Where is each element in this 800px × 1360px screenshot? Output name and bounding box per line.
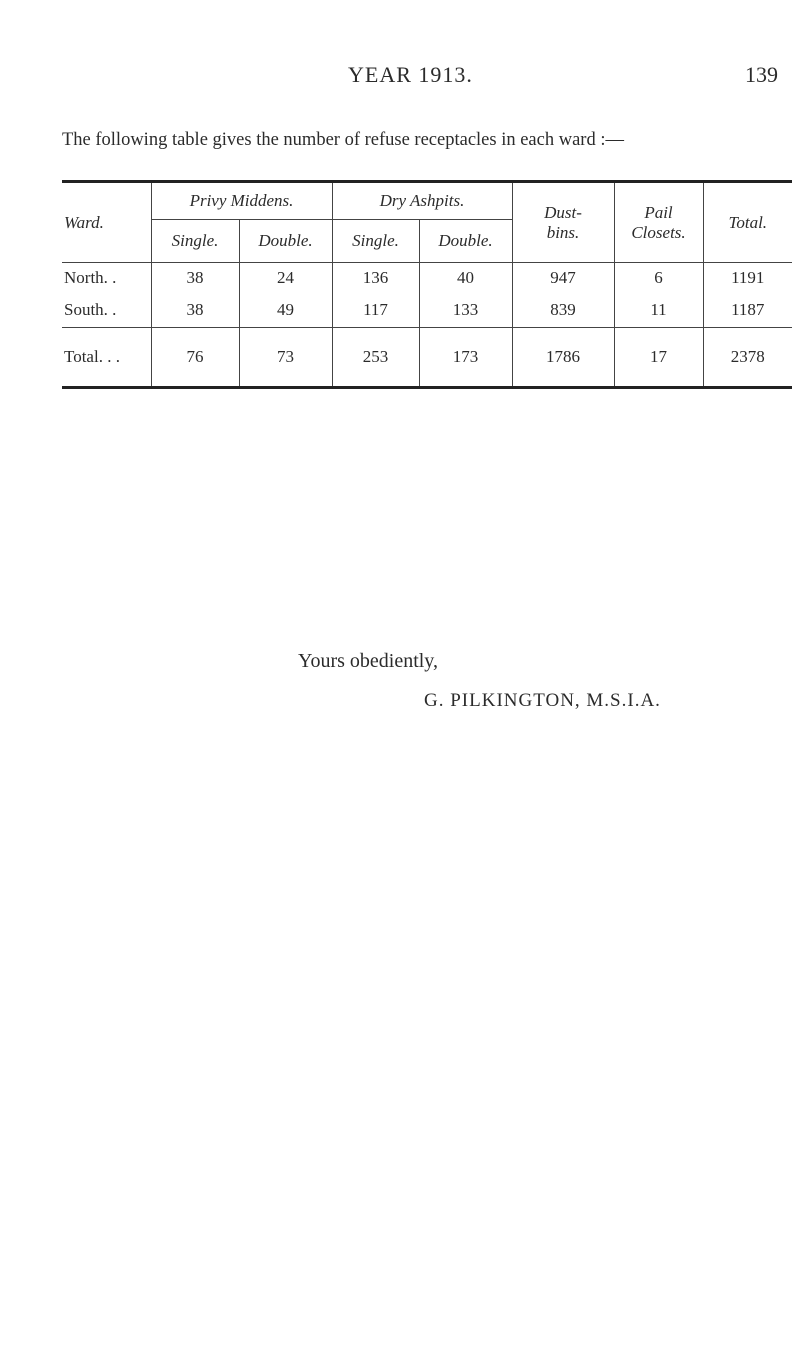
ashpit-double-cell: 173: [419, 328, 512, 388]
privy-single-cell: 38: [151, 263, 239, 294]
total-cell: 1187: [703, 293, 792, 328]
refuse-receptacles-table: [62, 180, 792, 389]
privy-double-cell: 73: [239, 328, 332, 388]
signature: G. PILKINGTON, M.S.I.A.: [424, 690, 661, 711]
ashpit-single-cell: 117: [332, 293, 419, 328]
privy-single-cell: 38: [151, 293, 239, 328]
subheader-privy-double: Double.: [239, 220, 332, 263]
table-total-row: [62, 328, 792, 388]
pail-closets-cell: 17: [614, 328, 703, 388]
subheader-ashpit-double: Double.: [419, 220, 512, 263]
page-number: 139: [745, 62, 778, 87]
pail-closets-cell: 6: [614, 263, 703, 294]
privy-double-cell: 49: [239, 293, 332, 328]
privy-double-cell: 24: [239, 263, 332, 294]
closing-line: Yours obediently,: [298, 650, 439, 672]
privy-single-cell: 76: [151, 328, 239, 388]
ward-cell: South. .: [64, 300, 117, 319]
column-header-privy-middens: Privy Middens.: [151, 182, 332, 220]
ashpit-double-cell: 133: [419, 293, 512, 328]
column-header-dust-bins: Dust- bins.: [512, 182, 614, 263]
subheader-privy-single: Single.: [151, 220, 239, 263]
ashpit-double-cell: 40: [419, 263, 512, 294]
pail-closets-cell: 11: [614, 293, 703, 328]
dust-bins-cell: 839: [512, 293, 614, 328]
ward-cell: North. .: [64, 268, 117, 287]
ashpit-single-cell: 136: [332, 263, 419, 294]
total-cell: 1191: [703, 263, 792, 294]
dust-bins-cell: 947: [512, 263, 614, 294]
subheader-ashpit-single: Single.: [332, 220, 419, 263]
total-cell: 2378: [703, 328, 792, 388]
page-header: [0, 62, 800, 92]
column-header-dry-ashpits: Dry Ashpits.: [332, 182, 512, 220]
running-head: YEAR 1913.: [348, 62, 473, 87]
column-header-ward: Ward.: [62, 182, 151, 263]
dust-bins-cell: 1786: [512, 328, 614, 388]
column-header-total: Total.: [703, 182, 792, 263]
ward-cell: Total. . .: [62, 328, 151, 388]
table-row: [62, 263, 792, 294]
column-header-pail-closets: Pail Closets.: [614, 182, 703, 263]
table-row: [62, 293, 792, 328]
intro-text: The following table gives the number of refuse receptacles in each ward :—: [62, 130, 624, 150]
ashpit-single-cell: 253: [332, 328, 419, 388]
